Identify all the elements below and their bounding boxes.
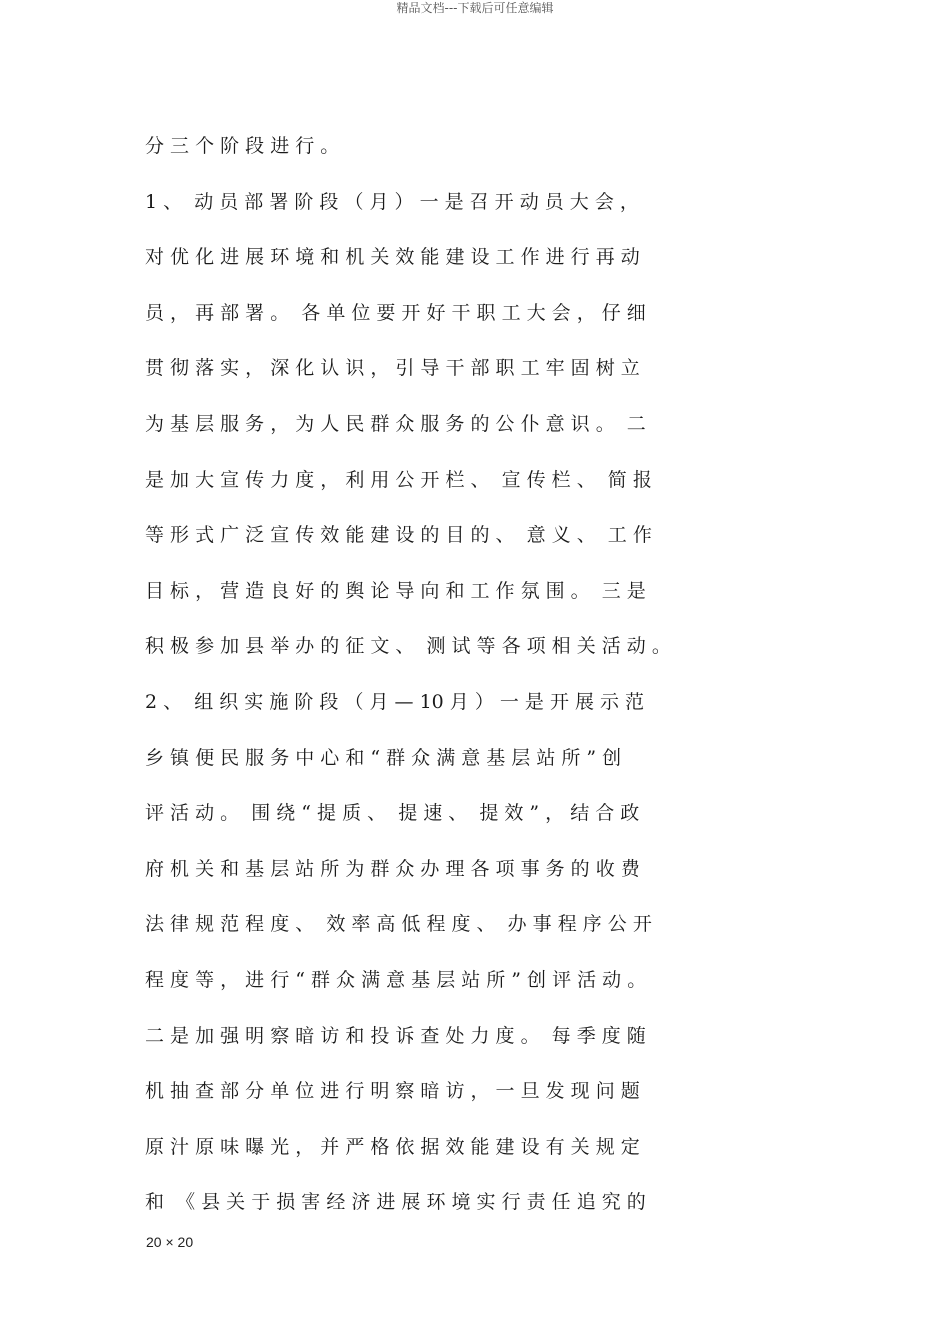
body-line: 乡 镇 便 民 服 务 中 心 和 “ 群 众 满 意 基 层 站 所 ” 创: [145, 746, 622, 769]
body-line: 等 形 式 广 泛 宣 传 效 能 建 设 的 目 的 、 意 义 、 工 作: [145, 524, 652, 547]
body-line: 2 、 组 织 实 施 阶 段 （ 月 — 10 月 ） 一 是 开 展 示 范: [145, 690, 645, 713]
body-line: 是 加 大 宣 传 力 度 ， 利 用 公 开 栏 、 宣 传 栏 、 简 报: [145, 468, 652, 491]
body-line: 评 活 动 。 围 绕 “ 提 质 、 提 速 、 提 效 ” ， 结 合 政: [145, 802, 640, 825]
body-line: 原 汁 原 味 曝 光 ， 并 严 格 依 据 效 能 建 设 有 关 规 定: [145, 1135, 640, 1158]
body-line: 对 优 化 进 展 环 境 和 机 关 效 能 建 设 工 作 进 行 再 动: [145, 246, 640, 269]
body-line: 和 《 县 关 于 损 害 经 济 进 展 环 境 实 行 责 任 追 究 的: [145, 1191, 646, 1214]
document-body: [145, 128, 830, 1240]
grid-size-note: 20 × 20: [146, 1234, 194, 1250]
body-line: 积 极 参 加 县 举 办 的 征 文 、 测 试 等 各 项 相 关 活 动 。: [145, 635, 671, 658]
body-line: 为 基 层 服 务 ， 为 人 民 群 众 服 务 的 公 仆 意 识 。 二: [145, 412, 646, 435]
body-line: 贯 彻 落 实 ， 深 化 认 识 ， 引 导 干 部 职 工 牢 固 树 立: [145, 357, 640, 380]
body-line: 分 三 个 阶 段 进 行 。: [145, 135, 340, 157]
document-header: 精品文档---下载后可任意编辑: [396, 1, 554, 15]
body-line: 1 、 动 员 部 署 阶 段 （ 月 ） 一 是 召 开 动 员 大 会 ，: [145, 190, 639, 213]
body-line: 二 是 加 强 明 察 暗 访 和 投 诉 查 处 力 度 。 每 季 度 随: [145, 1024, 646, 1047]
body-line: 府 机 关 和 基 层 站 所 为 群 众 办 理 各 项 事 务 的 收 费: [145, 857, 640, 880]
body-line: 目 标 ， 营 造 良 好 的 舆 论 导 向 和 工 作 氛 围 。 三 是: [145, 579, 646, 602]
body-line: 员 ， 再 部 署 。 各 单 位 要 开 好 干 职 工 大 会 ， 仔 细: [145, 301, 646, 324]
body-line: 法 律 规 范 程 度 、 效 率 高 低 程 度 、 办 事 程 序 公 开: [145, 913, 652, 936]
body-line: 程 度 等 ， 进 行 “ 群 众 满 意 基 层 站 所 ” 创 评 活 动 。: [145, 968, 647, 991]
body-line: 机 抽 查 部 分 单 位 进 行 明 察 暗 访 ， 一 旦 发 现 问 题: [145, 1080, 640, 1103]
